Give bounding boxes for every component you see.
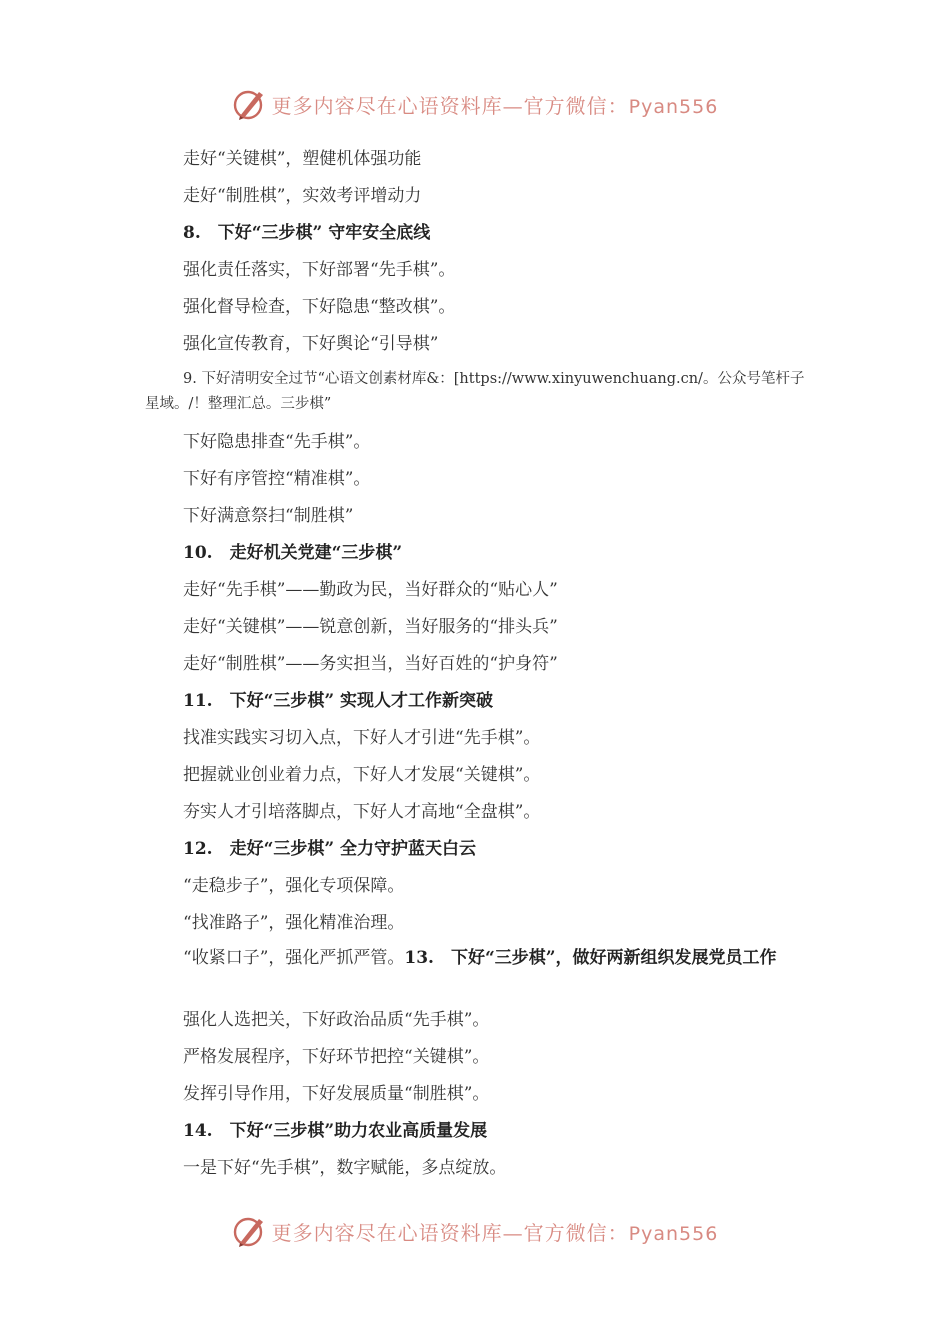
section-heading-12: 12. 走好“三步棋” 全力守护蓝天白云 <box>183 839 477 859</box>
section-heading-10: 10. 走好机关党建“三步棋” <box>183 543 403 563</box>
text-line: 强化督导检查，下好隐患“整改棋”。 <box>183 297 456 317</box>
banner-label: 更多内容尽在心语资料库—官方微信： <box>271 1220 629 1245</box>
text-line: 下好隐患排查“先手棋”。 <box>183 432 371 452</box>
text-line: 强化人选把关，下好政治品质“先手棋”。 <box>183 1010 490 1030</box>
section-heading-9: 9. 下好清明安全过节“心语文创素材库&：[https://www.xinyuwenchuang.cn/。公众号笔杆子星域。/！整理汇总。三步棋” <box>145 371 805 412</box>
text-line: 下好满意祭扫“制胜棋” <box>183 506 354 526</box>
section-heading-13: 13. 下好“三步棋”，做好两新组织发展党员工作 <box>404 948 777 968</box>
banner-handle: Pyan556 <box>628 1222 719 1245</box>
text-line: 找准实践实习切入点，下好人才引进“先手棋”。 <box>183 728 541 748</box>
header-banner <box>0 86 950 122</box>
footer-banner <box>0 1213 950 1249</box>
text-line: 发挥引导作用，下好发展质量“制胜棋”。 <box>183 1084 490 1104</box>
text-run: “收紧口子”，强化严抓严管。 <box>183 948 405 968</box>
text-line: 走好“制胜棋”——务实担当，当好百姓的“护身符” <box>183 654 558 674</box>
text-line: “找准路子”，强化精准治理。 <box>183 913 405 933</box>
banner-label: 更多内容尽在心语资料库—官方微信： <box>271 93 629 118</box>
pen-circle-logo-icon <box>232 86 268 122</box>
text-line: 走好“先手棋”——勤政为民，当好群众的“贴心人” <box>183 580 558 600</box>
text-line: 严格发展程序，下好环节把控“关键棋”。 <box>183 1047 490 1067</box>
text-line: 强化责任落实，下好部署“先手棋”。 <box>183 260 456 280</box>
text-line: 强化宣传教育，下好舆论“引导棋” <box>183 334 439 354</box>
text-line: 一是下好“先手棋”，数字赋能，多点绽放。 <box>183 1158 507 1178</box>
pen-circle-logo-icon <box>232 1213 268 1249</box>
banner-text <box>272 1217 719 1246</box>
paragraph-13 <box>145 946 815 971</box>
section-heading-8: 8. 下好“三步棋” 守牢安全底线 <box>183 223 431 243</box>
section-heading-14: 14. 下好“三步棋”助力农业高质量发展 <box>183 1121 488 1141</box>
text-line: 下好有序管控“精准棋”。 <box>183 469 371 489</box>
section-heading-11: 11. 下好“三步棋” 实现人才工作新突破 <box>183 691 494 711</box>
text-line: 夯实人才引培落脚点，下好人才高地“全盘棋”。 <box>183 802 541 822</box>
text-line: 走好“关键棋”，塑健机体强功能 <box>183 149 422 169</box>
text-line: 走好“关键棋”——锐意创新，当好服务的“排头兵” <box>183 617 558 637</box>
text-line: “走稳步子”，强化专项保障。 <box>183 876 405 896</box>
banner-text <box>272 90 719 119</box>
text-line: 走好“制胜棋”，实效考评增动力 <box>183 186 422 206</box>
text-line: 把握就业创业着力点，下好人才发展“关键棋”。 <box>183 765 541 785</box>
banner-handle: Pyan556 <box>628 95 719 118</box>
